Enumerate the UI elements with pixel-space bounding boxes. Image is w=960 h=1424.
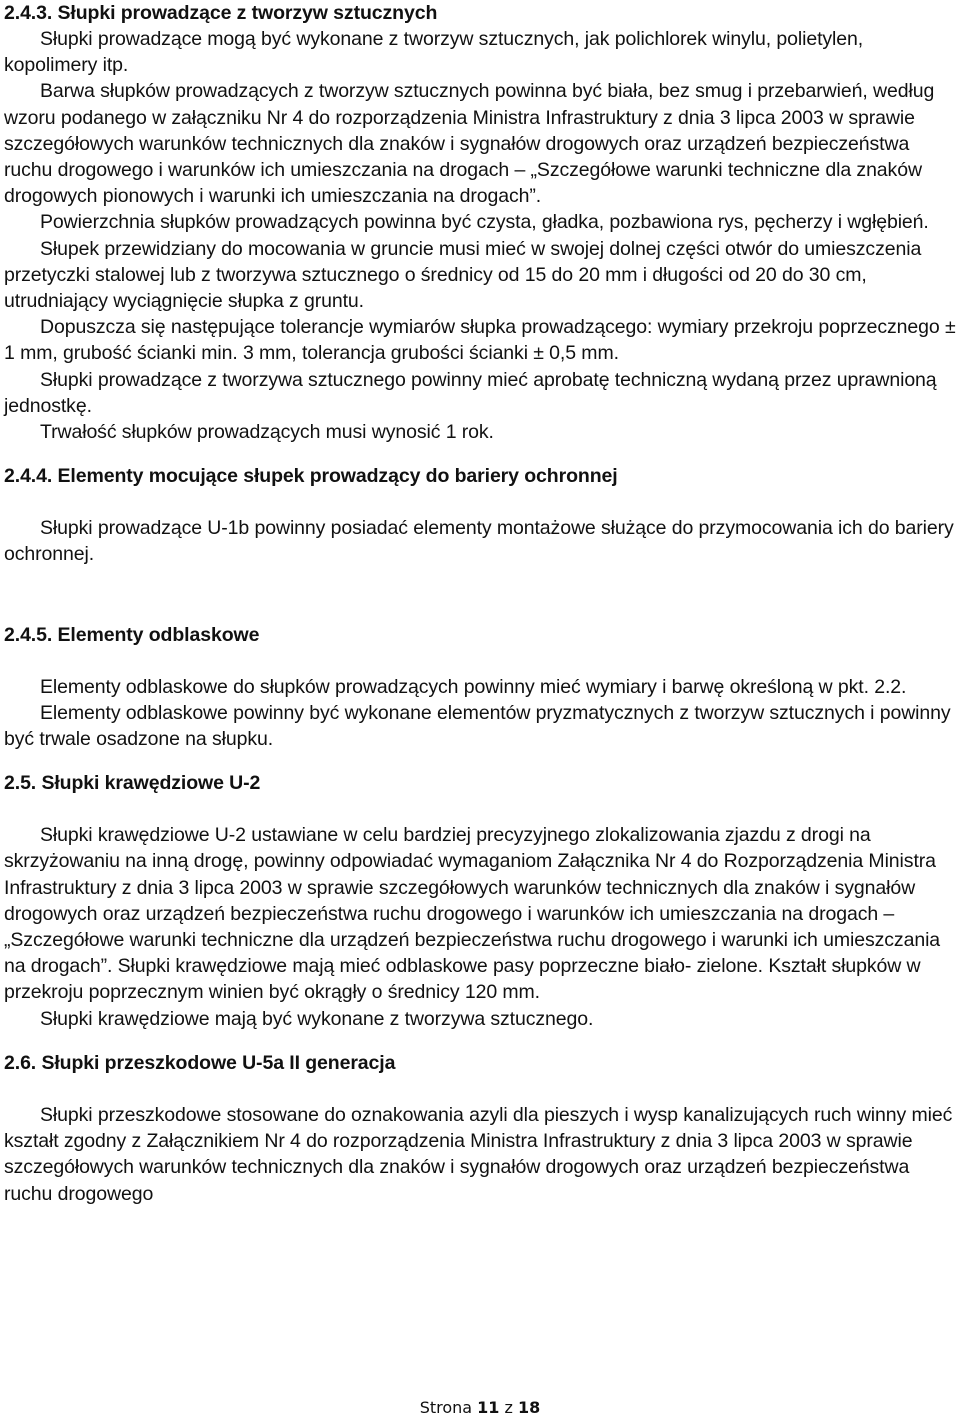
paragraph: Barwa słupków prowadzących z tworzyw sztucznych powinna być biała, bez smug i przebarwień, według wzoru podanego w załączniku Nr 4 do rozporządzenia Ministra Infrastruktury z dnia 3 lipca 2003 w sprawie szczegółowych warunków technicznych dla znaków i sygnałów drogowych oraz urządzeń bezpieczeństwa ruchu drogowego i warunków ich umieszczania na drogach – „Szczegółowe warunki techniczne dla znaków drogowych pionowych i warunki ich umieszczania na drogach”.	[4, 80, 935, 208]
section-heading-2-4-3: 2.4.3. Słupki prowadzące z tworzyw sztucznych	[4, 2, 438, 24]
paragraph: Słupki prowadzące z tworzywa sztucznego powinny mieć aprobatę techniczną wydaną przez uprawnioną jednostkę.	[4, 368, 937, 417]
section-heading-2-6: 2.6. Słupki przeszkodowe U-5a II generacja	[4, 1051, 396, 1074]
footer-prefix: Strona	[419, 1398, 473, 1417]
paragraph: Trwałość słupków prowadzących musi wynosić 1 rok.	[40, 421, 494, 444]
paragraph: Elementy odblaskowe do słupków prowadzących powinny mieć wymiary i barwę określoną w pkt. 2.2.	[40, 675, 907, 698]
section-heading-2-4-4: 2.4.4. Elementy mocujące słupek prowadzący do bariery ochronnej	[4, 465, 618, 488]
paragraph: Elementy odblaskowe powinny być wykonane elementów pryzmatycznych z tworzyw sztucznych i powinny być trwale osadzone na słupku.	[4, 701, 951, 751]
document-page	[4, 0, 956, 1207]
paragraph: Słupki prowadzące U-1b powinny posiadać elementy montażowe służące do przymocowania ich do bariery ochronnej.	[4, 517, 954, 566]
footer-total-pages: 18	[518, 1398, 541, 1417]
section-heading-2-5: 2.5. Słupki krawędziowe U-2	[4, 772, 261, 795]
paragraph: Słupki krawędziowe U-2 ustawiane w celu bardziej precyzyjnego zlokalizowania zjazdu z drogi na skrzyżowaniu na inną drogę, powinny odpowiadać wymaganiom Załącznika Nr 4 do Rozporządzenia Ministra Infrastruktury z dnia 3 lipca 2003 w sprawie szczegółowych warunków technicznych dla znaków i sygnałów drogowych oraz urządzeń bezpieczeństwa ruchu drogowego i warunków ich umieszczania na drogach – „Szczegółowe warunki techniczne dla urządzeń bezpieczeństwa ruchu drogowego i warunki ich umieszczania na drogach”. Słupki krawędziowe mają mieć odblaskowe pasy poprzeczne biało- zielone. Kształt słupków w przekroju poprzecznym winien być okrągły o średnicy 120 mm.	[4, 824, 941, 1004]
paragraph: Słupki przeszkodowe stosowane do oznakowania azyli dla pieszych i wysp kanalizujących ruch winny mieć kształt zgodny z Załącznikiem Nr 4 do rozporządzenia Ministra Infrastruktury z dnia 3 lipca 2003 w sprawie szczegółowych warunków technicznych dla znaków i sygnałów drogowych oraz urządzeń bezpieczeństwa ruchu drogowego	[4, 1103, 953, 1205]
page-footer	[0, 1398, 960, 1417]
paragraph: Słupek przewidziany do mocowania w gruncie musi mieć w swojej dolnej części otwór do umieszczenia przetyczki stalowej lub z tworzywa sztucznego o średnicy od 15 do 20 mm i długości od 20 do 30 cm, utrudniający wyciągnięcie słupka z gruntu.	[4, 237, 922, 313]
paragraph: Słupki krawędziowe mają być wykonane z tworzywa sztucznego.	[40, 1007, 594, 1030]
paragraph: Dopuszcza się następujące tolerancje wymiarów słupka prowadzącego: wymiary przekroju poprzecznego ± 1 mm, grubość ścianki min. 3 mm, tolerancja grubości ścianki ± 0,5 mm.	[4, 316, 956, 365]
paragraph: Słupki prowadzące mogą być wykonane z tworzyw sztucznych, jak polichlorek winylu, polietylen, kopolimery itp.	[4, 28, 864, 77]
paragraph: Powierzchnia słupków prowadzących powinna być czysta, gładka, pozbawiona rys, pęcherzy i wgłębień.	[40, 211, 929, 234]
footer-separator: z	[504, 1398, 513, 1417]
footer-page-number: 11	[477, 1398, 500, 1417]
section-heading-2-4-5: 2.4.5. Elementy odblaskowe	[4, 623, 260, 646]
